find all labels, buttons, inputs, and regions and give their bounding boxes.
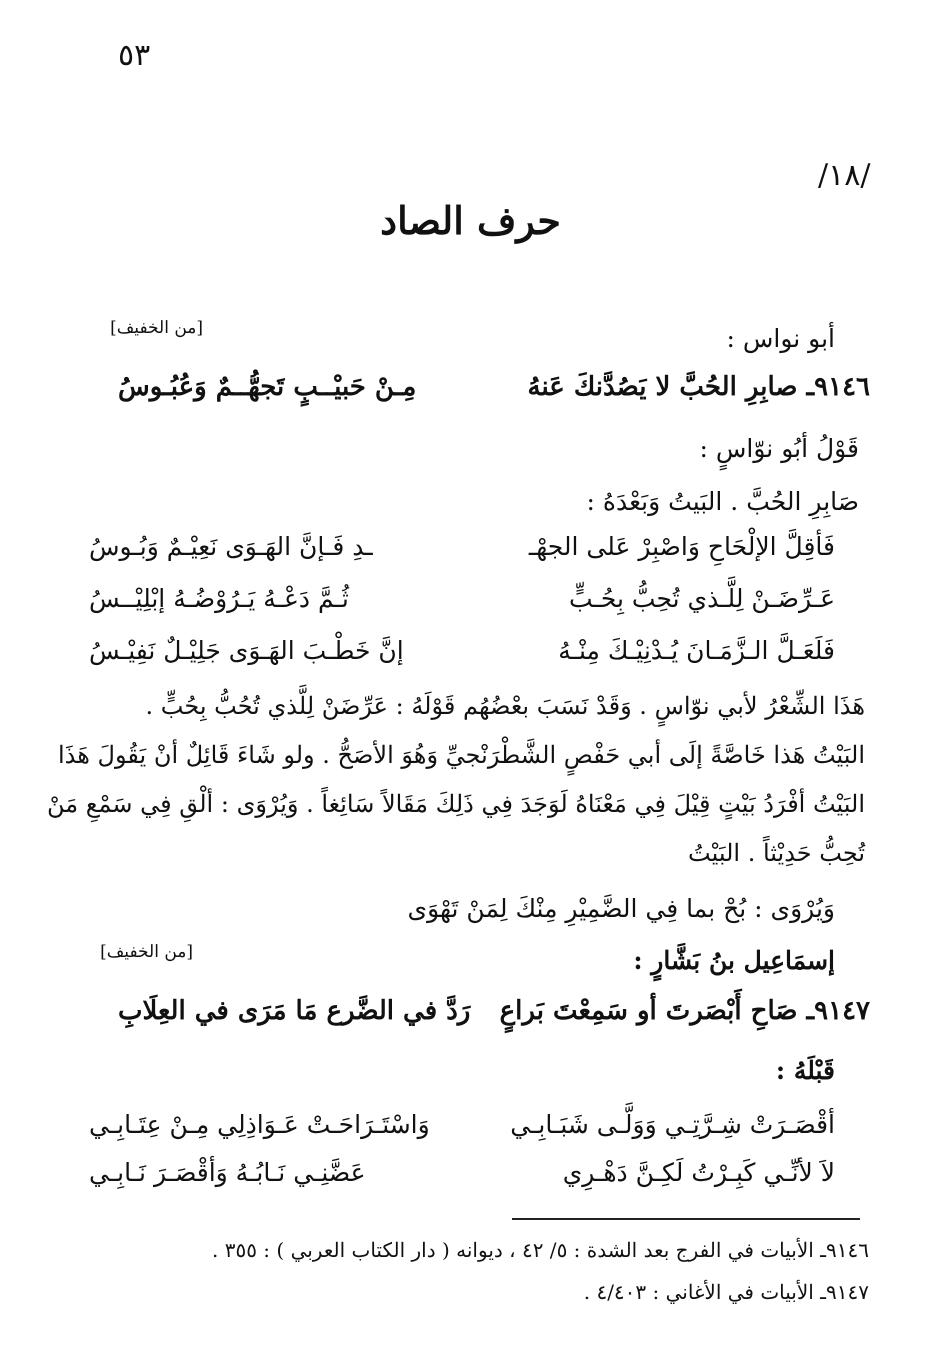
poem-line [89, 636, 835, 680]
poet-name: أبو نواس : [726, 324, 835, 353]
paragraph-line: تُحِبُّ حَدِيْثاً . البَيْتُ [688, 839, 865, 867]
hemistich-right: أقْصَـرَتْ شِـرَّتِـي وَوَلَّـى شَبَـابِـي [510, 1110, 835, 1139]
meter-label: [من الخفيف] [110, 318, 203, 338]
footnote: ٩١٤٧ـ الأبيات في الأغاني : ٤/٤٠٣ . [583, 1280, 869, 1304]
verse-right-hemistich [500, 996, 870, 1026]
poet-name: إسمَاعِيل بنُ بَشَّارٍ : [633, 946, 835, 975]
numbered-verse [118, 372, 870, 416]
chapter-title: حرف الصاد [380, 198, 561, 243]
paragraph-line: البَيْتُ هَذا خَاصَّةً إلَى أبي حَفْصٍ الشَّطْرَنْجيِّ وَهُوَ الأصَحُّ . ولو شَاءَ قَائِلٌ أنْ يَقُولَ هَذَا [57, 741, 865, 769]
hemistich-left: وَاسْتَـرَاحَـتْ عَـوَاذِلِي مِـنْ عِتَـابِـي [89, 1110, 430, 1139]
footnote-rule [512, 1218, 860, 1220]
numbered-verse [118, 996, 870, 1040]
page-number: ٥٣ [118, 38, 151, 73]
footnote: ٩١٤٦ـ الأبيات في الفرج بعد الشدة : ٥/ ٤٢ ، ديوانه ( دار الكتاب العربي ) : ٣٥٥ . [212, 1238, 869, 1262]
verse-number: ٩١٤٧ـ [806, 996, 870, 1026]
hemistich-right: لاَ لأنِّـي كَبِـرْتُ لَكِـنَّ دَهْـرِي [562, 1158, 835, 1187]
verse-left-hemistich: مِـنْ حَبيْــبٍ تَجهُّــمٌ وَعُبُـوسُ [118, 372, 417, 402]
hemistich-left: ـدِ فَـإنَّ الهَـوَى نَعِيْـمٌ وَبُـوسُ [89, 532, 373, 561]
prose-line: صَابِرِ الحُبَّ . البَيتُ وَبَعْدَهُ : [586, 487, 859, 516]
verse-text: صَاحِ أَبْصَرتَ أو سَمِعْتَ بَراعٍ [499, 996, 798, 1026]
paragraph-line: البَيْتُ أفْرَدُ بَيْتٍ قِيْلَ فِي مَعْنَاهُ لَوَجَدَ فِي ذَلِكَ مَقَالاً سَائِغاً . وَيُرْوَى : ألْقِ فِي سَمْعِ مَنْ [46, 790, 865, 818]
hemistich-right: فَأقِلَّ الإلْحَاحِ وَاصْبِرْ عَلى الجهْـ [528, 532, 835, 561]
variant-line: وَيُرْوَى : بُحْ بما فِي الضَّمِيْرِ مِنْكَ لِمَنْ تَهْوَى [407, 894, 835, 923]
poem-line [89, 1110, 835, 1154]
prose-line: قَوْلُ أبُو نوّاسٍ : [699, 434, 859, 463]
verse-left-hemistich: رَدَّ في الضَّرع مَا مَرَى في العِلَابِ [118, 996, 471, 1026]
hemistich-left: عَضَّنِـي نَـابُـهُ وَأقْصَـرَ نَـابِـي [89, 1158, 366, 1187]
poem-line [89, 532, 835, 576]
section-number: /١٨/ [818, 158, 871, 193]
paragraph-line: هَذَا الشِّعْرُ لأبي نوّاسٍ . وَقَدْ نَسَبَ بعْضُهُم قَوْلَهُ : عَرِّضَنْ لِلَّذي تُحُبُّ بِحُبٍّ . [145, 692, 865, 720]
hemistich-right: عَـرِّضَـنْ لِلَّـذي تُحِبُّ بِحُـبٍّ [569, 584, 835, 613]
verse-right-hemistich [528, 372, 871, 402]
verse-number: ٩١٤٦ـ [806, 372, 870, 402]
meter-label: [من الخفيف] [100, 942, 193, 962]
poem-line [89, 1158, 835, 1202]
before-label: قَبْلَهُ : [775, 1056, 835, 1085]
hemistich-left: ثُـمَّ دَعْـهُ يَـرُوْضُـهُ إبْلِيْــسُ [89, 584, 349, 613]
poem-line [89, 584, 835, 628]
hemistich-left: إنَّ خَطْـبَ الهَـوَى جَلِيْـلٌ نَفِيْـسُ [89, 636, 404, 665]
hemistich-right: فَلَعَـلَّ الـزَّمَـانَ يُـدْنِيْـكَ مِنْـهُ [558, 636, 835, 665]
verse-text: صابِرِ الحُبَّ لا يَصُدَّنكَ عَنهُ [527, 372, 798, 402]
